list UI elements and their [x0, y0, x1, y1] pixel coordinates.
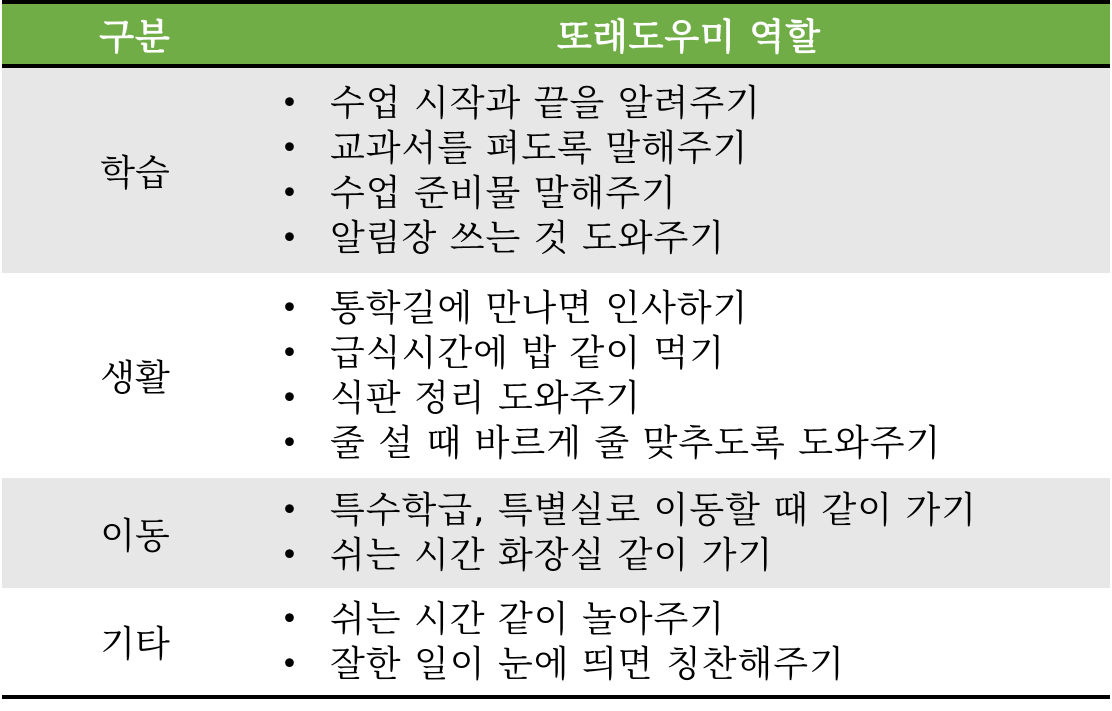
- list-item: [280, 126, 1100, 171]
- bullet-icon: •: [280, 220, 300, 256]
- bullet-icon: •: [280, 538, 300, 573]
- category-cell: 생활: [100, 358, 170, 399]
- list-item-text: 알림장 쓰는 것 도와주기: [330, 217, 726, 259]
- list-item-text: 수업 준비물 말해주기: [330, 172, 677, 214]
- bullet-icon: •: [280, 380, 300, 416]
- bullet-icon: •: [280, 425, 300, 461]
- table-row-daily-life: [2, 273, 1110, 478]
- table-row-movement: [2, 478, 1110, 588]
- table-header: [2, 4, 1110, 64]
- list-item-text: 교과서를 펴도록 말해주기: [330, 127, 749, 169]
- list-item: [280, 642, 1100, 687]
- list-item-text: 특수학급, 특별실로 이동할 때 같이 가기: [330, 490, 978, 531]
- list-item: [280, 597, 1100, 642]
- bullet-icon: •: [280, 335, 300, 371]
- header-category: 구분: [99, 16, 171, 58]
- bullet-icon: •: [280, 493, 300, 528]
- list-item: [280, 488, 1100, 533]
- list-item: [280, 216, 1100, 261]
- list-item-text: 식판 정리 도와주기: [330, 377, 642, 419]
- list-item-text: 줄 설 때 바르게 줄 맞추도록 도와주기: [330, 422, 942, 464]
- bullet-icon: •: [280, 85, 300, 121]
- category-cell: 기타: [100, 624, 170, 665]
- list-item: [280, 533, 1100, 578]
- header-roles: 또래도우미 역할: [557, 16, 821, 58]
- list-item-text: 잘한 일이 눈에 띄면 칭찬해주기: [330, 643, 845, 685]
- table-row-study: [2, 68, 1110, 273]
- table-row-other: [2, 588, 1110, 695]
- bullet-icon: •: [280, 646, 300, 682]
- list-item-text: 쉬는 시간 화장실 같이 가기: [330, 535, 774, 576]
- bullet-icon: •: [280, 175, 300, 211]
- table-bottom-rule: [2, 695, 1110, 699]
- list-item: [280, 376, 1100, 421]
- list-item-text: 수업 시작과 끝을 알려주기: [330, 82, 761, 124]
- role-list: [280, 273, 1100, 478]
- bullet-icon: •: [280, 290, 300, 326]
- category-cell: 학습: [100, 153, 170, 194]
- list-item-text: 통학길에 만나면 인사하기: [330, 287, 749, 329]
- list-item: [280, 286, 1100, 331]
- list-item-text: 급식시간에 밥 같이 먹기: [330, 332, 726, 374]
- role-list: [280, 588, 1100, 695]
- list-item: [280, 171, 1100, 216]
- list-item: [280, 81, 1100, 126]
- bullet-icon: •: [280, 130, 300, 166]
- role-list: [280, 68, 1100, 273]
- list-item-text: 쉬는 시간 같이 놀아주기: [330, 598, 726, 640]
- bullet-icon: •: [280, 601, 300, 637]
- category-cell: 이동: [100, 515, 170, 557]
- list-item: [280, 331, 1100, 376]
- role-list: [280, 478, 1100, 588]
- list-item: [280, 421, 1100, 466]
